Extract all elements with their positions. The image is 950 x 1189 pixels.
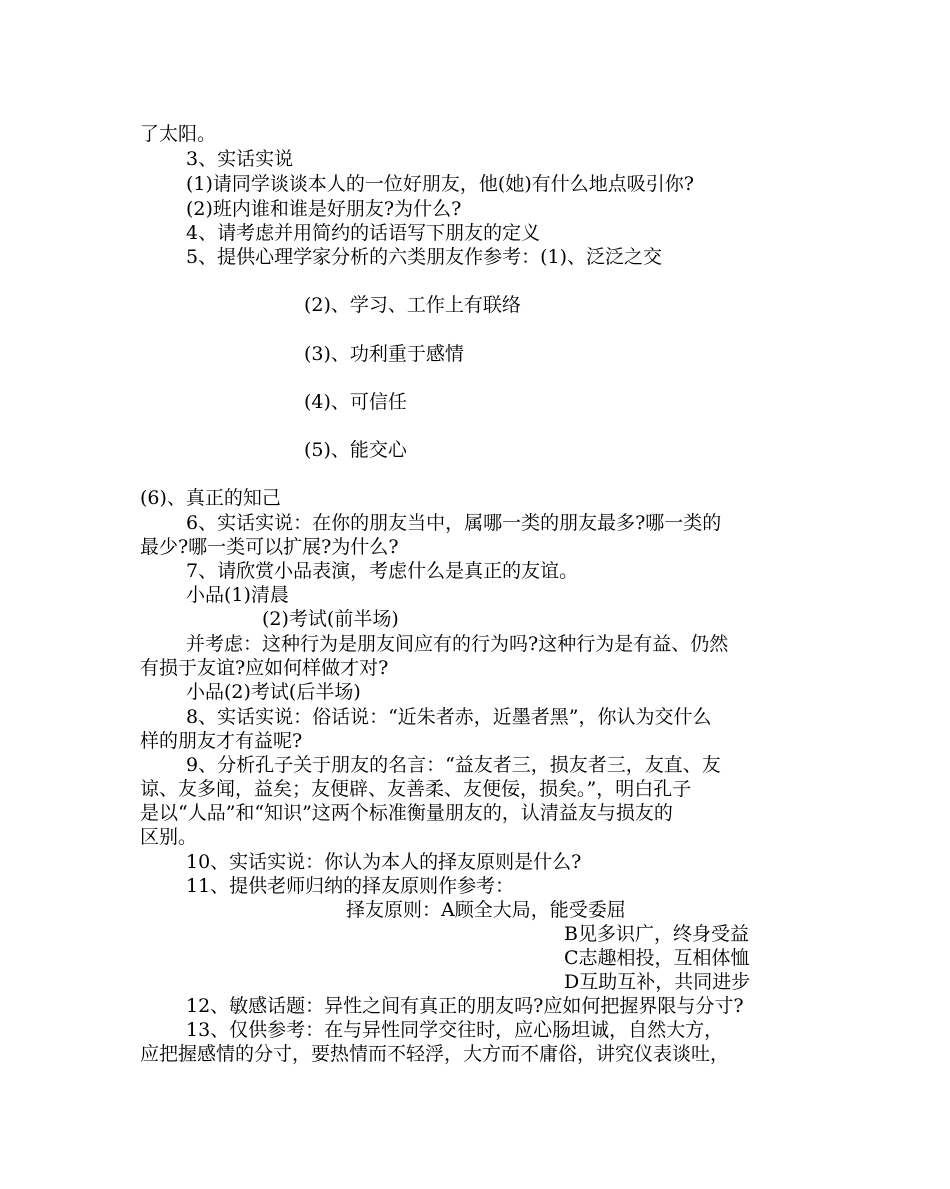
text-line: C志趣相投，互相体恤: [564, 947, 750, 969]
text-line: 小品(1)清晨: [186, 584, 289, 606]
text-line: (6)、真正的知己: [140, 487, 281, 509]
text-line: (2)考试(前半场): [262, 608, 399, 630]
text-line: 7、请欣赏小品表演，考虑什么是真正的友谊。: [186, 560, 579, 582]
text-line: 13、仅供参考：在与异性同学交往时，应心肠坦诚，自然大方，: [186, 1019, 724, 1041]
text-line: 11、提供老师归纳的择友原则作参考：: [186, 875, 515, 897]
text-line: (4)、可信任: [304, 391, 407, 413]
text-line: 3、实话实说: [186, 148, 294, 170]
text-line: 有损于友谊?应如何样做才对?: [140, 657, 389, 679]
text-line: D互助互补，共同进步: [564, 971, 751, 993]
text-line: 8、实话实说：俗话说：“近朱者赤，近墨者黑”，你认为交什么: [186, 706, 712, 728]
text-line: (5)、能交心: [304, 439, 407, 461]
text-line: 并考虑：这种行为是朋友间应有的行为吗?这种行为是有益、仍然: [186, 633, 729, 655]
text-line: (2)、学习、工作上有联络: [304, 294, 521, 316]
text-line: 9、分析孔子关于朋友的名言：“益友者三，损友者三，友直、友: [186, 754, 721, 776]
text-line: 了太阳。: [140, 123, 217, 145]
text-line: 是以“人品”和“知识”这两个标准衡量朋友的，认清益友与损友的: [140, 802, 673, 824]
text-line: 4、请考虑并用简约的话语写下朋友的定义: [186, 222, 541, 244]
text-line: 样的朋友才有益呢?: [140, 730, 303, 752]
text-line: (2)班内谁和谁是好朋友?为什么?: [186, 198, 462, 220]
text-line: 应把握感情的分寸，要热情而不轻浮，大方而不庸俗，讲究仪表谈吐，: [140, 1043, 730, 1065]
text-line: (3)、功利重于感情: [304, 343, 464, 365]
text-line: 择友原则：A顾全大局，能受委屈: [346, 899, 626, 921]
text-line: B见多识广，终身受益: [564, 923, 749, 945]
text-line: 最少?哪一类可以扩展?为什么?: [140, 536, 399, 558]
text-line: 5、提供心理学家分析的六类朋友作参考：(1)、泛泛之交: [186, 246, 663, 268]
text-line: 6、实话实说：在你的朋友当中，属哪一类的朋友最多?哪一类的: [186, 512, 722, 534]
text-line: 小品(2)考试(后半场): [186, 681, 361, 703]
text-line: 10、实话实说：你认为本人的择友原则是什么?: [186, 851, 582, 873]
text-line: 谅、友多闻，益矣；友便辟、友善柔、友便佞，损矣。”，明白孔子: [140, 778, 692, 800]
text-line: (1)请同学谈谈本人的一位好朋友，他(她)有什么地点吸引你?: [186, 173, 694, 195]
text-line: 区别。: [140, 826, 198, 848]
text-line: 12、敏感话题：异性之间有真正的朋友吗?应如何把握界限与分寸?: [186, 995, 744, 1017]
